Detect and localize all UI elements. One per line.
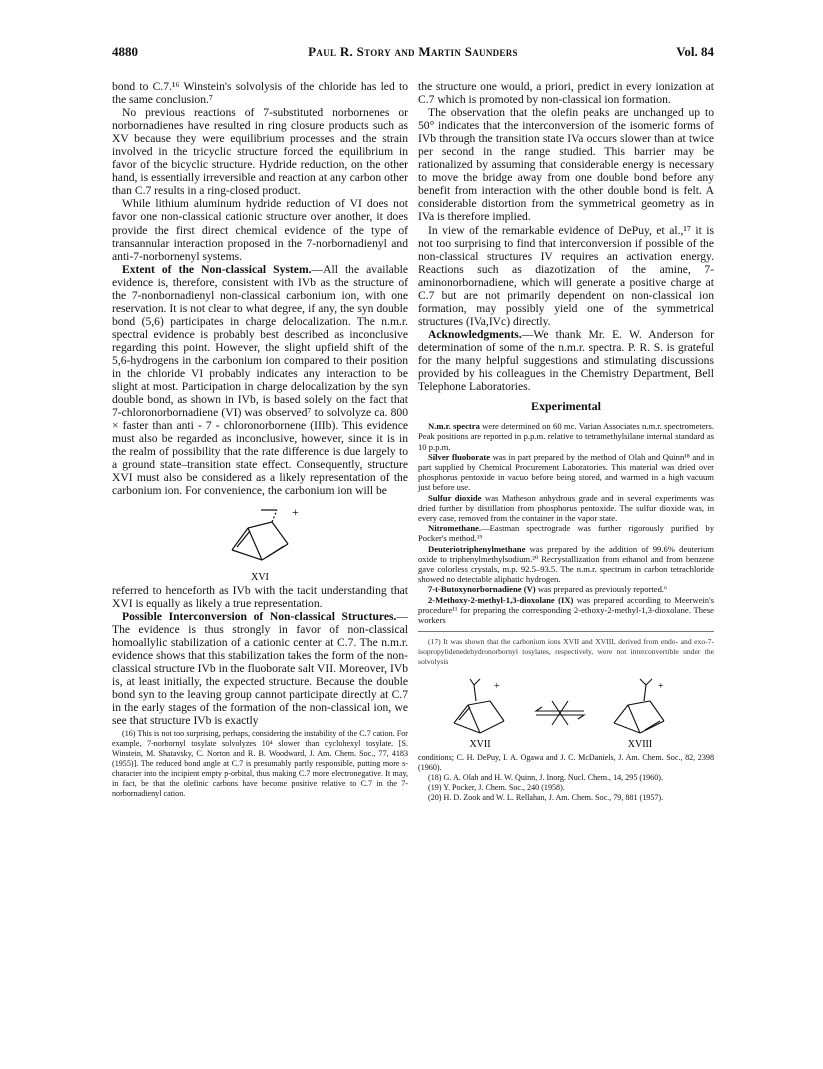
section-heading: Acknowledgments.: [428, 327, 522, 341]
paragraph-text: —The evidence is thus strongly in favor of non-classical homoallylic stabilization of a cationic center at C.7. The n.m.r. evidence shows that this stabilization takes the form of the non-classical structure IVb in the fluoborate salt VII. Moreover, IVb is, at least initially, the expected structure. Because the double bond syn to the leaving group cannot participate directly at C.7 in the early stages of the formation of the non-classical ion, we see that structure IVb is exactly: [112, 609, 408, 727]
running-title: Paul R. Story and Martin Saunders: [308, 44, 518, 59]
structures-xvii-xviii: [418, 671, 714, 751]
paragraph: In view of the remarkable evidence of DePuy, et al.,¹⁷ it is not too surprising to find that interconversion if possible of the non-classical structures IV requires an activation energy. Reactions such as diazotization of the amine, 7-aminonorbornadiene, which will generate a positive charge at C.7 but are not primarily dependent on non-classical ion formation, may possibly yield one of the symmetrical structures (IVa,IVc) directly.: [418, 223, 714, 328]
experimental-item: Sulfur dioxide was Matheson anhydrous grade and in several experiments was dried further by distillation from phosphorus pentoxide. The sulfur dioxide was, in every case, removed from the container in the vapor state.: [418, 492, 714, 523]
structure-label: XVII: [469, 739, 491, 751]
section-heading: Extent of the Non-classical System.: [122, 262, 312, 276]
experimental-heading: Experimental: [531, 399, 601, 414]
experimental-item: 7-t-Butoxynorbornadiene (V) was prepared as previously reported.⁶: [428, 584, 668, 595]
page-number: 4880: [112, 44, 138, 59]
structure-label: XVIII: [627, 739, 653, 751]
paragraph: The observation that the olefin peaks are unchanged up to 50° indicates that the interconversion of the isomeric forms of IVb through the transition state IVa occurs slower than at twice per second in the range studied. This barrier may be rationalized by assuming that considerable energy is necessary to move the bridge away from one double bond before any benefit from interaction with the other double bond is felt. A considerable distortion from the symmetrical geometry as in IVa is therefore implied.: [418, 106, 714, 224]
experimental-section: [418, 421, 714, 625]
plus-sign: +: [494, 681, 500, 693]
experimental-item: Nitromethane.—Eastman spectrograde was further rigorously purified by Pocker's method.¹⁹: [418, 523, 714, 544]
structure-xvi-drawing: [112, 500, 408, 584]
right-column: [418, 80, 714, 803]
structure-xvi: [112, 500, 408, 584]
volume-number: Vol. 84: [676, 44, 714, 59]
experimental-item: Silver fluoborate was in part prepared by the method of Olah and Quinn¹⁸ and in part supplied by Chemical Procurement Laboratories. This material was dried over phosphorus pentoxide in vacuo before being stored, and warmed in a high vacuum just before use.: [418, 451, 715, 493]
experimental-item: 2-Methoxy-2-methyl-1,3-dioxolane (IX) was prepared according to Meerwein's procedure¹¹ for preparing the corresponding 2-ethoxy-2-methyl-1,3-dioxolane. These workers: [418, 594, 714, 625]
paragraph-text: —All the available evidence is, therefore, consistent with IVb as the structure of the 7-nonbornadienyl non-classical carbonium ion, with one reservation. It is not clear to what degree, if any, the syn double bond (5,6) participates in charge delocalization. The n.m.r. spectral evidence is probably best described as inconclusive regarding this point. However, the slight upfield shift of the 5,6-hydrogens in the carbonium ion compared to their position in the chloride VI probably indicates any interaction to be slight at most. Participation in charge delocalization by the syn double bond, as shown in IVb, is based solely on the fact that 7-chloronorbornadiene (VI) was observed⁷ to solvolyze ca. 800 × faster than anti - 7 - chloronorbornene (IIIb). This evidence must also be regarded as inconclusive, however, since it is in the realm of possibility that the rate difference is due largely to a ground state–transition state effect. Consequently, structure XVI must also be considered as a likely representation of the carbonium ion. For convenience, the carbonium ion will be: [112, 262, 408, 498]
plus-sign: +: [658, 681, 664, 693]
section-heading: Possible Interconversion of Non-classical Structures.: [122, 609, 397, 623]
footnote-19: (19) Y. Pocker, J. Chem. Soc., 240 (1958).: [428, 783, 565, 793]
paragraph: No previous reactions of 7-substituted norbornenes or norbornadienes have resulted in ring closure products such as XV because they were equilibrium processes and the strain involved in the tricyclic structure forced the equilibrium in favor of the bicyclic structure. Hydride reduction, on the other hand, is essentially irreversible and reaction at any carbon other than C.7 results in a ring-closed product.: [112, 106, 408, 198]
footnote-17: (17) It was shown that the carbonium ions XVII and XVIII, derived from endo- and exo-7-isopropylidenedehydronorbornyl tosylates, respectively, were not interconvertible under the solvolysis: [418, 637, 714, 667]
paragraph: bond to C.7.¹⁶ Winstein's solvolysis of the chloride has led to the same conclusion.⁷: [112, 80, 408, 107]
plus-sign: +: [292, 504, 299, 519]
structure-label: XVI: [251, 571, 269, 583]
paragraph: the structure one would, a priori, predict in every ionization at C.7 which is promoted by non-classical ion formation.: [418, 80, 714, 107]
footnote-16: (16) This is not too surprising, perhaps, considering the instability of the C.7 cation. For example, 7-norbornyl tosylate solvolyzes 10⁴ slower than cyclohexyl tosylate. [S. Winstein, M. Shatavsky, C. Norton and R. B. Woodward, J. Am. Chem. Soc., 77, 4183 (1955)]. The reduced bond angle at C.7 is presumably partly responsible, putting more s-character into the incipient empty p-orbital, thus making C.7 more electronegative. It may, in fact, be that the olefinic carbons have become positive relative to C.7 in the 7-norbornadienyl cation.: [112, 729, 408, 799]
paragraph: While lithium aluminum hydride reduction of VI does not favor one non-classical cationic structure over another, it does provide the first direct chemical evidence of the type of transannular interaction proposed in the 7-norbornadienyl and anti-7-norbornenyl systems.: [112, 197, 408, 263]
section-paragraph: [418, 328, 714, 393]
footnote-divider: [418, 631, 714, 632]
footnote-17-continued: conditions; C. H. DePuy, I. A. Ogawa and J. C. McDaniels, J. Am. Chem. Soc., 82, 2398 (1960).: [418, 753, 714, 773]
paragraph-text: —We thank Mr. E. W. Anderson for determination of some of the n.m.r. spectra. P. R. S. is grateful for the many helpful suggestions and stimulating discussions provided by his colleagues in the Chemistry Department, Bell Telephone Laboratories.: [418, 327, 714, 394]
left-column: [112, 80, 408, 799]
experimental-item: Deuteriotriphenylmethane was prepared by the addition of 99.6% deuterium oxide to triphenylmethylsodium.²⁰ Recrystallization from ethanol and from benzene gave colorless crystals, m.p. 92.5–93.5. The n.m.r. spectrum in carbon tetrachloride showed no detectable aliphatic hydrogen.: [418, 543, 714, 585]
experimental-item: N.m.r. spectra were determined on 60 mc. Varian Associates n.m.r. spectrometers. Peak positions are reported in p.p.m. relative to tetramethylsilane internal standard as 10 p.p.m.: [418, 421, 714, 452]
footnote-18: (18) G. A. Olah and H. W. Quinn, J. Inorg. Nucl. Chem., 14, 295 (1960).: [428, 773, 663, 783]
paragraph: referred to henceforth as IVb with the tacit understanding that XVI is equally as likely a true representation.: [112, 583, 408, 610]
section-paragraph: [112, 263, 408, 498]
structures-xvii-xviii-drawing: [418, 671, 714, 751]
page-header: [112, 44, 714, 62]
section-paragraph: [112, 610, 408, 727]
footnote-20: (20) H. D. Zook and W. L. Rellahan, J. Am. Chem. Soc., 79, 881 (1957).: [428, 793, 664, 803]
